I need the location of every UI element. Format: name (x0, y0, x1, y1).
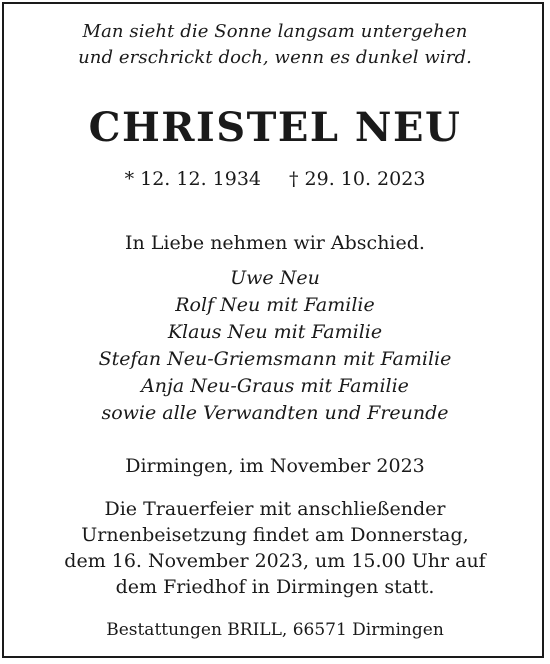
ceremony-line-3: dem 16. November 2023, um 15.00 Uhr auf (64, 550, 486, 572)
mourner-3: Klaus Neu mit Familie (167, 321, 383, 343)
place-and-date: Dirmingen, im November 2023 (125, 455, 425, 477)
ceremony-line-1: Die Trauerfeier mit anschließender (104, 498, 446, 520)
undertaker-info: Bestattungen BRILL, 66571 Dirmingen (106, 620, 444, 640)
mourner-6: sowie alle Verwandten und Freunde (101, 402, 449, 424)
mourner-2: Rolf Neu mit Familie (175, 294, 375, 316)
mourner-4: Stefan Neu-Griemsmann mit Familie (98, 348, 452, 370)
death-date: † 29. 10. 2023 (289, 168, 426, 190)
life-dates (0, 167, 550, 191)
birth-date: * 12. 12. 1934 (124, 168, 261, 190)
motto-line-1: Man sieht die Sonne langsam untergehen (82, 21, 468, 42)
mourner-1: Uwe Neu (230, 267, 320, 289)
mourner-5: Anja Neu-Graus mit Familie (141, 375, 409, 397)
ceremony-line-2: Urnenbeisetzung findet am Donnerstag, (81, 524, 469, 546)
deceased-name: CHRISTEL NEU (88, 104, 462, 151)
ceremony-line-4: dem Friedhof in Dirmingen statt. (115, 576, 435, 598)
farewell-text: In Liebe nehmen wir Abschied. (125, 232, 425, 254)
motto-line-2: und erschrickt doch, wenn es dunkel wird. (78, 47, 472, 68)
